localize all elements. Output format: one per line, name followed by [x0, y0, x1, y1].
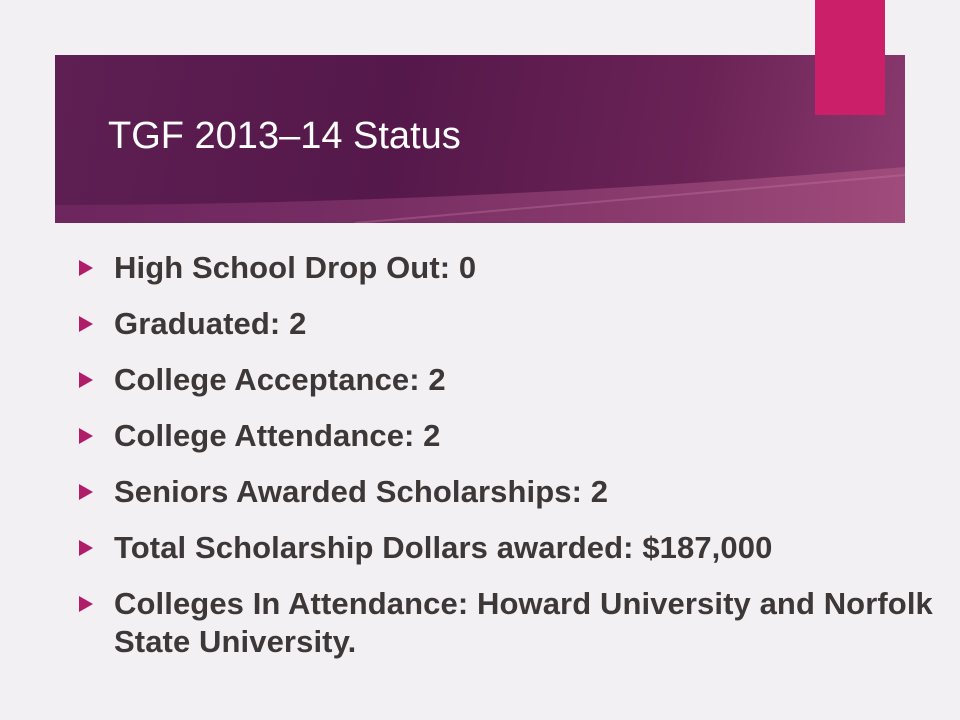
list-item [78, 305, 938, 343]
triangle-right-icon [78, 473, 114, 511]
triangle-right-icon [78, 529, 114, 567]
slide-title: TGF 2013–14 Status [108, 115, 461, 157]
list-item [78, 249, 938, 287]
bullet-text: Seniors Awarded Scholarships: 2 [114, 474, 609, 509]
list-item [78, 361, 938, 399]
bullet-text: Total Scholarship Dollars awarded: $187,000 [114, 530, 773, 565]
list-item [78, 473, 938, 511]
bullet-text: Colleges In Attendance: Howard University and Norfolk State University. [114, 586, 933, 659]
accent-tab [815, 0, 885, 115]
triangle-right-icon [78, 249, 114, 287]
bullet-text: High School Drop Out: 0 [114, 250, 477, 285]
triangle-right-icon [78, 361, 114, 399]
triangle-right-icon [78, 585, 114, 623]
bullet-list [78, 249, 938, 679]
list-item [78, 585, 938, 661]
bullet-text: Graduated: 2 [114, 306, 307, 341]
list-item [78, 529, 938, 567]
bullet-text: College Attendance: 2 [114, 418, 441, 453]
bullet-text: College Acceptance: 2 [114, 362, 446, 397]
triangle-right-icon [78, 417, 114, 455]
triangle-right-icon [78, 305, 114, 343]
list-item [78, 417, 938, 455]
